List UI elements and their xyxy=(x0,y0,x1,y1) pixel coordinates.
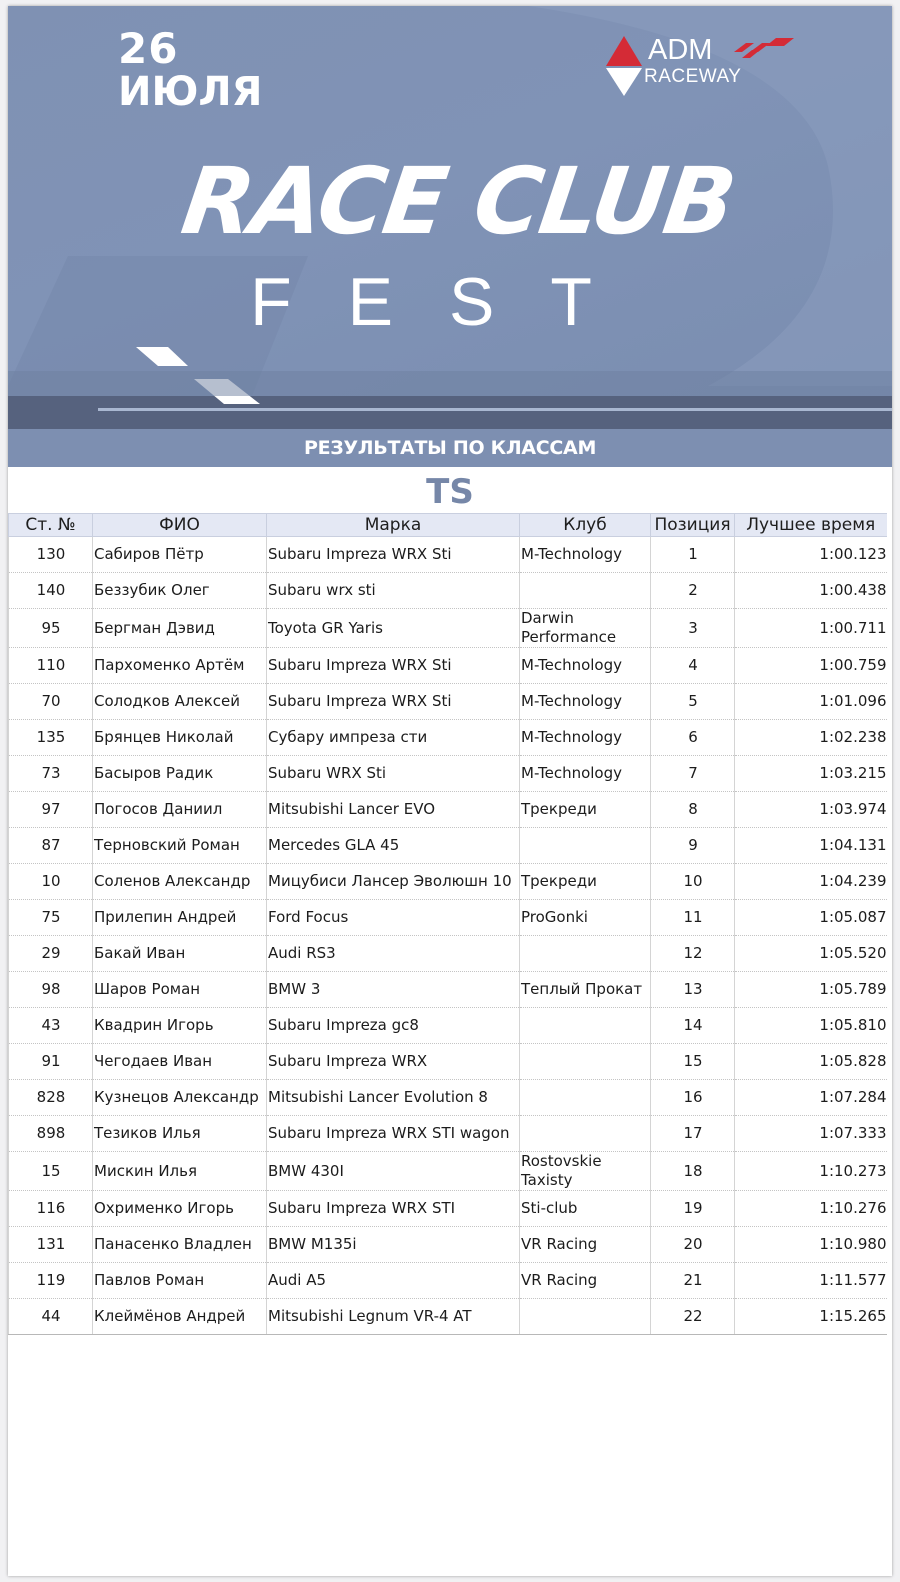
driver-name-cell: Квадрин Игорь xyxy=(93,1008,267,1044)
driver-name-cell: Клеймёнов Андрей xyxy=(93,1299,267,1335)
table-row xyxy=(9,573,887,609)
column-header-car: Марка xyxy=(267,514,520,537)
best-time-cell: 1:00.123 xyxy=(735,537,887,573)
car-model-cell: Mitsubishi Legnum VR-4 AT xyxy=(267,1299,520,1335)
car-model-cell: BMW 3 xyxy=(267,972,520,1008)
event-banner xyxy=(8,6,892,429)
club-cell xyxy=(520,573,651,609)
start-number-cell: 140 xyxy=(9,573,93,609)
car-model-cell: Mercedes GLA 45 xyxy=(267,828,520,864)
driver-name-cell: Беззубик Олег xyxy=(93,573,267,609)
car-model-cell: Mitsubishi Lancer EVO xyxy=(267,792,520,828)
driver-name-cell: Тезиков Илья xyxy=(93,1116,267,1152)
car-model-cell: Subaru Impreza WRX Sti xyxy=(267,537,520,573)
start-number-cell: 131 xyxy=(9,1227,93,1263)
position-cell: 6 xyxy=(651,720,735,756)
start-number-cell: 135 xyxy=(9,720,93,756)
start-number-cell: 70 xyxy=(9,684,93,720)
driver-name-cell: Солодков Алексей xyxy=(93,684,267,720)
club-cell: Теплый Прокат xyxy=(520,972,651,1008)
club-cell: M-Technology xyxy=(520,648,651,684)
car-model-cell: Мицубиси Лансер Эволюшн 10 xyxy=(267,864,520,900)
event-title: RACE CLUB xyxy=(175,148,741,255)
driver-name-cell: Павлов Роман xyxy=(93,1263,267,1299)
best-time-cell: 1:05.087 xyxy=(735,900,887,936)
position-cell: 14 xyxy=(651,1008,735,1044)
best-time-cell: 1:01.096 xyxy=(735,684,887,720)
club-cell: ProGonki xyxy=(520,900,651,936)
best-time-cell: 1:05.789 xyxy=(735,972,887,1008)
results-table-body xyxy=(9,537,887,1335)
car-model-cell: Audi RS3 xyxy=(267,936,520,972)
start-number-cell: 29 xyxy=(9,936,93,972)
start-number-cell: 898 xyxy=(9,1116,93,1152)
position-cell: 2 xyxy=(651,573,735,609)
best-time-cell: 1:05.520 xyxy=(735,936,887,972)
best-time-cell: 1:05.810 xyxy=(735,1008,887,1044)
driver-name-cell: Охрименко Игорь xyxy=(93,1191,267,1227)
position-cell: 18 xyxy=(651,1152,735,1191)
best-time-cell: 1:04.239 xyxy=(735,864,887,900)
position-cell: 8 xyxy=(651,792,735,828)
club-cell xyxy=(520,1116,651,1152)
best-time-cell: 1:03.215 xyxy=(735,756,887,792)
best-time-cell: 1:10.276 xyxy=(735,1191,887,1227)
table-row xyxy=(9,972,887,1008)
start-number-cell: 98 xyxy=(9,972,93,1008)
position-cell: 13 xyxy=(651,972,735,1008)
start-number-cell: 130 xyxy=(9,537,93,573)
club-cell: VR Racing xyxy=(520,1263,651,1299)
table-row xyxy=(9,1227,887,1263)
driver-name-cell: Мискин Илья xyxy=(93,1152,267,1191)
start-number-cell: 44 xyxy=(9,1299,93,1335)
car-model-cell: Ford Focus xyxy=(267,900,520,936)
table-row xyxy=(9,792,887,828)
position-cell: 15 xyxy=(651,1044,735,1080)
start-number-cell: 87 xyxy=(9,828,93,864)
club-cell: Darwin Performance xyxy=(520,609,651,648)
start-number-cell: 75 xyxy=(9,900,93,936)
car-model-cell: BMW M135i xyxy=(267,1227,520,1263)
column-header-position: Позиция xyxy=(651,514,735,537)
car-model-cell: Subaru WRX Sti xyxy=(267,756,520,792)
driver-name-cell: Пархоменко Артём xyxy=(93,648,267,684)
logo-raceway-text: RACEWAY xyxy=(644,66,742,87)
club-cell: Sti-club xyxy=(520,1191,651,1227)
position-cell: 9 xyxy=(651,828,735,864)
position-cell: 17 xyxy=(651,1116,735,1152)
event-date-month: ИЮЛЯ xyxy=(118,69,263,115)
position-cell: 5 xyxy=(651,684,735,720)
table-row xyxy=(9,537,887,573)
club-cell: Rostovskie Taxisty xyxy=(520,1152,651,1191)
table-row xyxy=(9,1191,887,1227)
driver-name-cell: Терновский Роман xyxy=(93,828,267,864)
best-time-cell: 1:15.265 xyxy=(735,1299,887,1335)
car-model-cell: Audi A5 xyxy=(267,1263,520,1299)
class-title: TS xyxy=(426,472,474,512)
best-time-cell: 1:10.980 xyxy=(735,1227,887,1263)
driver-name-cell: Бергман Дэвид xyxy=(93,609,267,648)
club-cell xyxy=(520,828,651,864)
table-row xyxy=(9,864,887,900)
car-model-cell: Toyota GR Yaris xyxy=(267,609,520,648)
car-model-cell: BMW 430I xyxy=(267,1152,520,1191)
club-cell xyxy=(520,1080,651,1116)
event-date-day: 26 xyxy=(118,24,179,73)
table-row xyxy=(9,1008,887,1044)
start-number-cell: 119 xyxy=(9,1263,93,1299)
club-cell: M-Technology xyxy=(520,537,651,573)
table-header-row xyxy=(9,514,887,537)
results-table xyxy=(8,513,887,1335)
club-cell: Трекреди xyxy=(520,792,651,828)
section-title-bar xyxy=(8,429,892,467)
club-cell xyxy=(520,936,651,972)
club-cell xyxy=(520,1299,651,1335)
table-row xyxy=(9,720,887,756)
car-model-cell: Subaru Impreza WRX Sti xyxy=(267,648,520,684)
start-number-cell: 95 xyxy=(9,609,93,648)
driver-name-cell: Соленов Александр xyxy=(93,864,267,900)
driver-name-cell: Брянцев Николай xyxy=(93,720,267,756)
best-time-cell: 1:02.238 xyxy=(735,720,887,756)
table-row xyxy=(9,756,887,792)
best-time-cell: 1:00.759 xyxy=(735,648,887,684)
table-row xyxy=(9,1152,887,1191)
adm-raceway-logo xyxy=(604,34,804,104)
best-time-cell: 1:03.974 xyxy=(735,792,887,828)
position-cell: 20 xyxy=(651,1227,735,1263)
logo-adm-text: ADM xyxy=(648,34,713,66)
column-header-name: ФИО xyxy=(93,514,267,537)
section-title: РЕЗУЛЬТАТЫ ПО КЛАССАМ xyxy=(303,437,597,459)
table-row xyxy=(9,1044,887,1080)
start-number-cell: 15 xyxy=(9,1152,93,1191)
car-model-cell: Subaru Impreza gc8 xyxy=(267,1008,520,1044)
table-row xyxy=(9,900,887,936)
start-number-cell: 91 xyxy=(9,1044,93,1080)
club-cell: Трекреди xyxy=(520,864,651,900)
start-number-cell: 110 xyxy=(9,648,93,684)
car-model-cell: Subaru Impreza WRX xyxy=(267,1044,520,1080)
club-cell: M-Technology xyxy=(520,756,651,792)
best-time-cell: 1:05.828 xyxy=(735,1044,887,1080)
table-row xyxy=(9,828,887,864)
table-row xyxy=(9,1080,887,1116)
table-row xyxy=(9,648,887,684)
table-row xyxy=(9,1116,887,1152)
driver-name-cell: Бакай Иван xyxy=(93,936,267,972)
position-cell: 1 xyxy=(651,537,735,573)
car-model-cell: Субару импреза сти xyxy=(267,720,520,756)
position-cell: 11 xyxy=(651,900,735,936)
start-number-cell: 43 xyxy=(9,1008,93,1044)
start-number-cell: 10 xyxy=(9,864,93,900)
club-cell xyxy=(520,1008,651,1044)
position-cell: 12 xyxy=(651,936,735,972)
start-number-cell: 73 xyxy=(9,756,93,792)
position-cell: 22 xyxy=(651,1299,735,1335)
driver-name-cell: Погосов Даниил xyxy=(93,792,267,828)
best-time-cell: 1:07.284 xyxy=(735,1080,887,1116)
club-cell: M-Technology xyxy=(520,720,651,756)
column-header-best-time: Лучшее время xyxy=(735,514,887,537)
position-cell: 10 xyxy=(651,864,735,900)
best-time-cell: 1:11.577 xyxy=(735,1263,887,1299)
car-model-cell: Mitsubishi Lancer Evolution 8 xyxy=(267,1080,520,1116)
best-time-cell: 1:00.711 xyxy=(735,609,887,648)
car-model-cell: Subaru Impreza WRX Sti xyxy=(267,684,520,720)
table-row xyxy=(9,1299,887,1335)
table-row xyxy=(9,609,887,648)
table-row xyxy=(9,1263,887,1299)
results-sheet xyxy=(8,6,892,1576)
position-cell: 4 xyxy=(651,648,735,684)
column-header-number: Ст. № xyxy=(9,514,93,537)
car-model-cell: Subaru Impreza WRX STI xyxy=(267,1191,520,1227)
best-time-cell: 1:07.333 xyxy=(735,1116,887,1152)
best-time-cell: 1:10.273 xyxy=(735,1152,887,1191)
best-time-cell: 1:04.131 xyxy=(735,828,887,864)
position-cell: 3 xyxy=(651,609,735,648)
table-row xyxy=(9,936,887,972)
driver-name-cell: Сабиров Пётр xyxy=(93,537,267,573)
driver-name-cell: Шаров Роман xyxy=(93,972,267,1008)
best-time-cell: 1:00.438 xyxy=(735,573,887,609)
club-cell: M-Technology xyxy=(520,684,651,720)
position-cell: 21 xyxy=(651,1263,735,1299)
start-number-cell: 97 xyxy=(9,792,93,828)
start-number-cell: 116 xyxy=(9,1191,93,1227)
column-header-club: Клуб xyxy=(520,514,651,537)
driver-name-cell: Кузнецов Александр xyxy=(93,1080,267,1116)
club-cell xyxy=(520,1044,651,1080)
position-cell: 19 xyxy=(651,1191,735,1227)
event-subtitle: FEST xyxy=(250,264,648,340)
table-row xyxy=(9,684,887,720)
start-number-cell: 828 xyxy=(9,1080,93,1116)
position-cell: 16 xyxy=(651,1080,735,1116)
driver-name-cell: Басыров Радик xyxy=(93,756,267,792)
position-cell: 7 xyxy=(651,756,735,792)
club-cell: VR Racing xyxy=(520,1227,651,1263)
driver-name-cell: Панасенко Владлен xyxy=(93,1227,267,1263)
car-model-cell: Subaru wrx sti xyxy=(267,573,520,609)
car-model-cell: Subaru Impreza WRX STI wagon xyxy=(267,1116,520,1152)
driver-name-cell: Чегодаев Иван xyxy=(93,1044,267,1080)
driver-name-cell: Прилепин Андрей xyxy=(93,900,267,936)
